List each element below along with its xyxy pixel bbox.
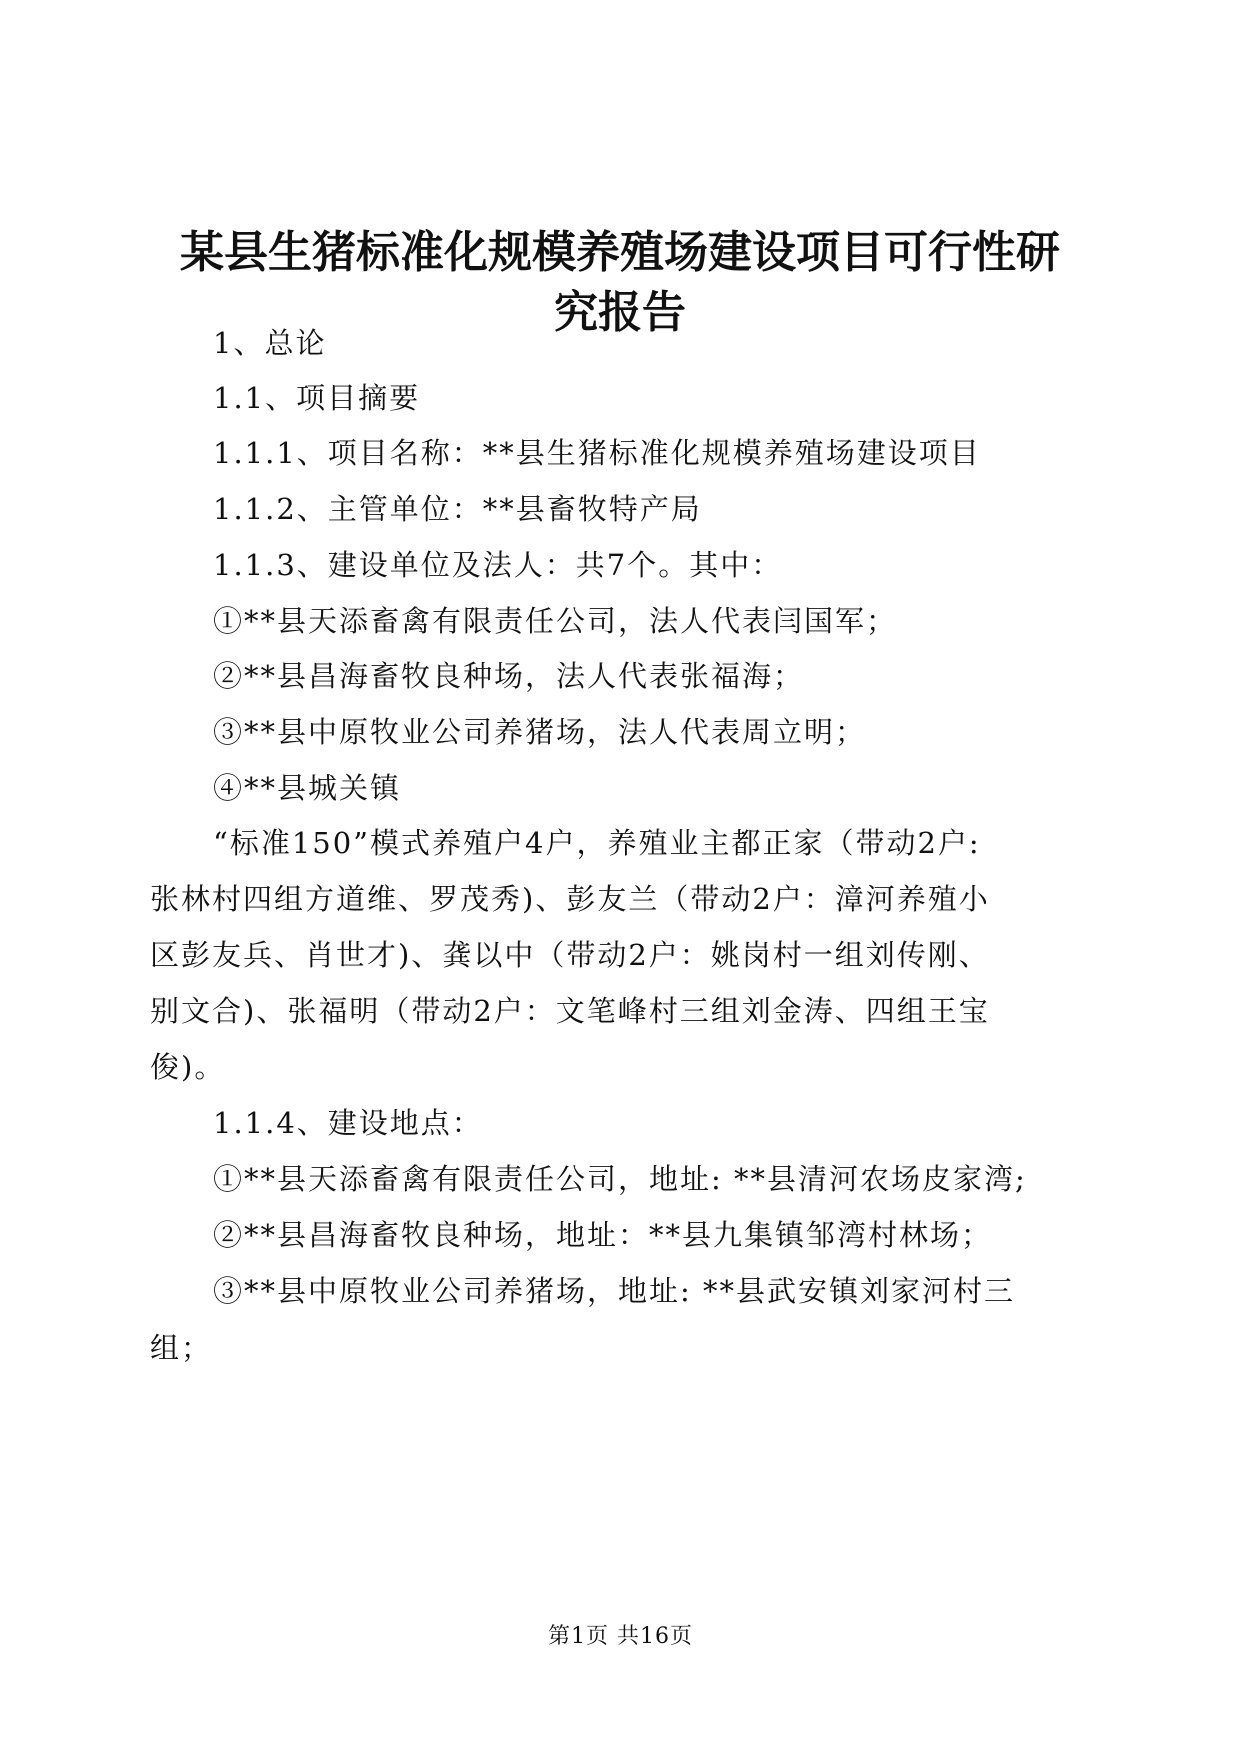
supervising-unit-line: 1.1.2、主管单位：**县畜牧特产局 bbox=[213, 492, 702, 526]
document-title-line-2: 究报告 bbox=[554, 287, 686, 338]
paragraph-line: 区彭友兵、肖世才)、龚以中（带动2户：姚岗村一组刘传刚、 bbox=[150, 938, 990, 972]
paragraph-line: 别文合)、张福明（带动2户：文笔峰村三组刘金涛、四组王宝 bbox=[150, 994, 990, 1028]
unit-item-4: ④**县城关镇 bbox=[213, 771, 402, 805]
unit-item-1: ①**县天添畜禽有限责任公司，法人代表闫国军； bbox=[213, 604, 898, 638]
construction-units-line: 1.1.3、建设单位及法人：共7个。其中： bbox=[213, 548, 783, 582]
section-heading-overview: 1、总论 bbox=[213, 326, 327, 360]
site-item-3: ③**县中原牧业公司养猪场，地址: **县武安镇刘家河村三 bbox=[213, 1274, 1015, 1308]
site-item-1: ①**县天添畜禽有限责任公司，地址: **县清河农场皮家湾; bbox=[213, 1162, 1027, 1196]
paragraph-line: 张林村四组方道维、罗茂秀)、彭友兰（带动2户：漳河养殖小 bbox=[150, 882, 990, 916]
project-name-line: 1.1.1、项目名称：**县生猪标准化规模养殖场建设项目 bbox=[213, 436, 981, 470]
section-heading-summary: 1.1、项目摘要 bbox=[213, 381, 421, 415]
document-title-line-1: 某县生猪标准化规模养殖场建设项目可行性研 bbox=[180, 227, 1060, 278]
site-item-3-continued: 组； bbox=[150, 1331, 213, 1365]
paragraph-line: “标准150”模式养殖户4户，养殖业主都正家（带动2户: bbox=[213, 826, 981, 860]
construction-site-heading: 1.1.4、建设地点： bbox=[213, 1106, 483, 1140]
unit-item-3: ③**县中原牧业公司养猪场，法人代表周立明； bbox=[213, 715, 867, 749]
site-item-2: ②**县昌海畜牧良种场，地址：**县九集镇邹湾村林场； bbox=[213, 1218, 993, 1252]
unit-item-2: ②**县昌海畜牧良种场，法人代表张福海； bbox=[213, 659, 805, 693]
page-number-footer: 第1页 共16页 bbox=[548, 1624, 693, 1649]
paragraph-line: 俊)。 bbox=[150, 1050, 226, 1084]
